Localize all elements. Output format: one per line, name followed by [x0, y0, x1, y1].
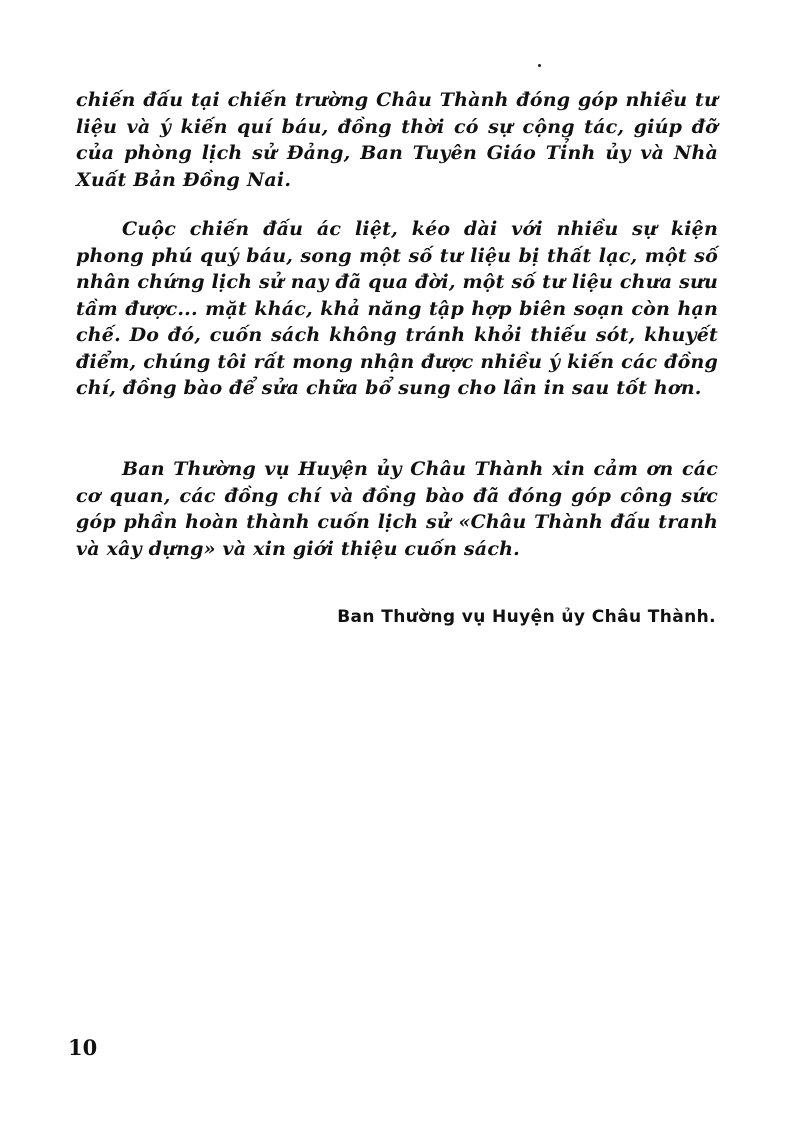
paragraph-2: Cuộc chiến đấu ác liệt, kéo dài với nhiều sự kiện phong phú quý báu, song một số tư liệu bị thất lạc, một số nhân chứng lịch sử nay đã qua đời, một số tư liệu chưa sưu tầm được... mặt khác, khả năng tập hợp biên soạn còn hạn chế. Do đó, cuốn sách không tránh khỏi thiếu sót, khuyết điểm, chúng tôi rất mong nhận được nhiều ý kiến các đồng chí, đồng bào để sửa chữa bổ sung cho lần in sau tốt hơn. — [76, 218, 718, 399]
signature-line: Ban Thường vụ Huyện ủy Châu Thành. — [337, 607, 716, 627]
print-speck — [538, 64, 541, 67]
paragraph-1: chiến đấu tại chiến trường Châu Thành đóng góp nhiều tư liệu và ý kiến quí báu, đồng thời có sự cộng tác, giúp đỡ của phòng lịch sử Đảng, Ban Tuyên Giáo Tỉnh ủy và Nhà Xuất Bản Đồng Nai. — [76, 89, 718, 191]
page-number: 10 — [68, 1035, 98, 1060]
paragraph-3: Ban Thường vụ Huyện ủy Châu Thành xin cảm ơn các cơ quan, các đồng chí và đồng bào đã đóng góp công sức góp phần hoàn thành cuốn lịch sử «Châu Thành đấu tranh và xây dựng» và xin giới thiệu cuốn sách. — [76, 458, 718, 560]
